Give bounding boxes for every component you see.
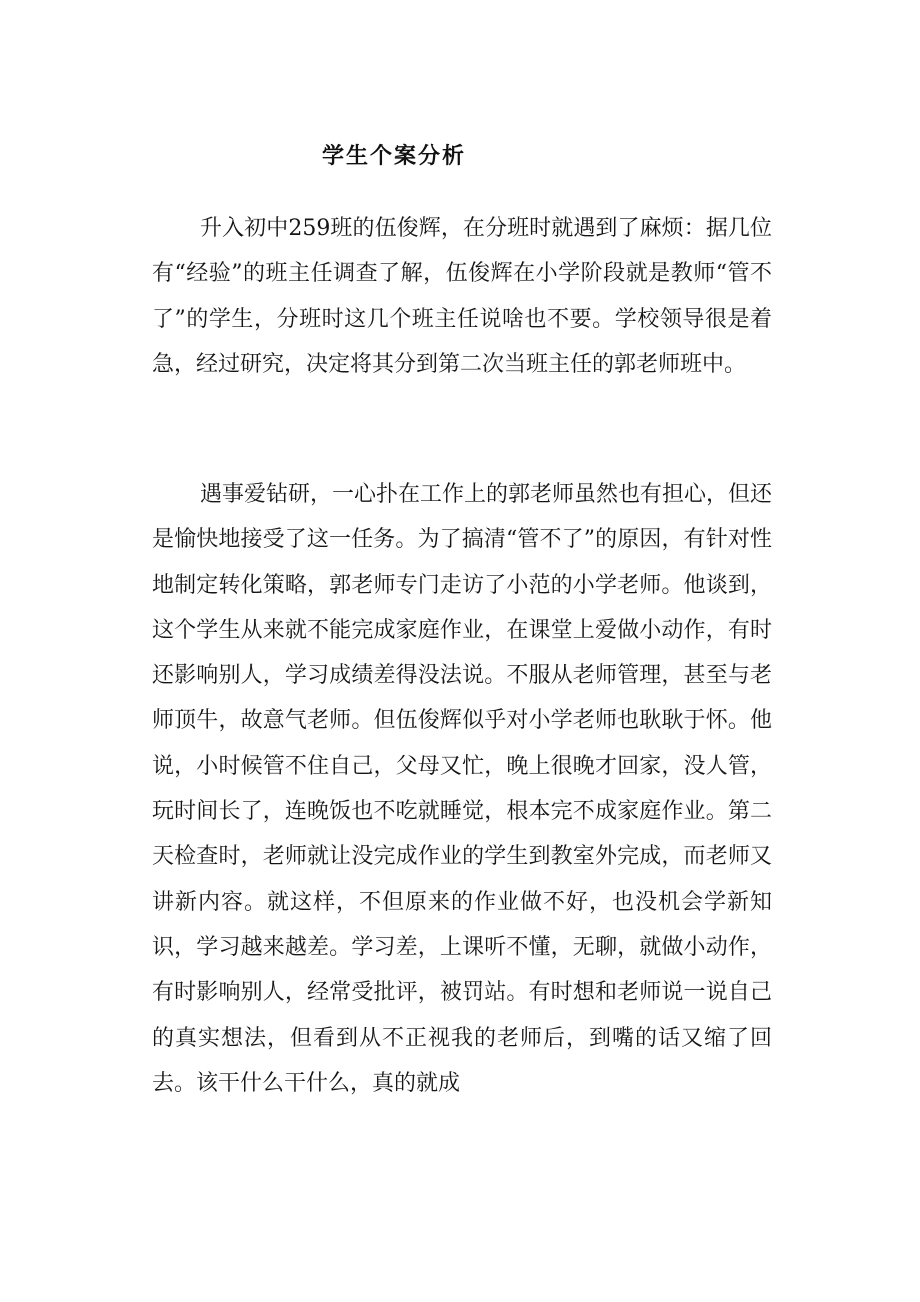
paragraph-2: 遇事爱钻研，一心扑在工作上的郭老师虽然也有担心，但还是愉快地接受了这一任务。为了搞清“管不了”的原因，有针对性地制定转化策略，郭老师专门走访了小范的小学老师。他谈到，这个学生从来就不能完成家庭作业，在课堂上爱做小动作，有时还影响别人，学习成绩差得没法说。不服从老师管理，甚至与老师顶牛，故意气老师。但伍俊辉似乎对小学老师也耿耿于怀。他说，小时候管不住自己，父母又忙，晚上很晚才回家，没人管，玩时间长了，连晚饭也不吃就睡觉，根本完不成家庭作业。第二天检查时，老师就让没完成作业的学生到教室外完成，而老师又讲新内容。就这样，不但原来的作业做不好，也没机会学新知识，学习越来越差。学习差，上课听不懂，无聊，就做小动作，有时影响别人，经常受批评，被罚站。有时想和老师说一说自己的真实想法，但看到从不正视我的老师后，到嘴的话又缩了回去。该干什么干什么，真的就成: [152, 482, 773, 1096]
paragraph-1: 升入初中259班的伍俊辉，在分班时就遇到了麻烦：据几位有“经验”的班主任调查了解，伍俊辉在小学阶段就是教师“管不了”的学生，分班时这几个班主任说啥也不要。学校领导很是着急，经过研究，决定将其分到第二次当班主任的郭老师班中。: [152, 216, 772, 377]
document-title: 学生个案分析: [322, 144, 467, 169]
